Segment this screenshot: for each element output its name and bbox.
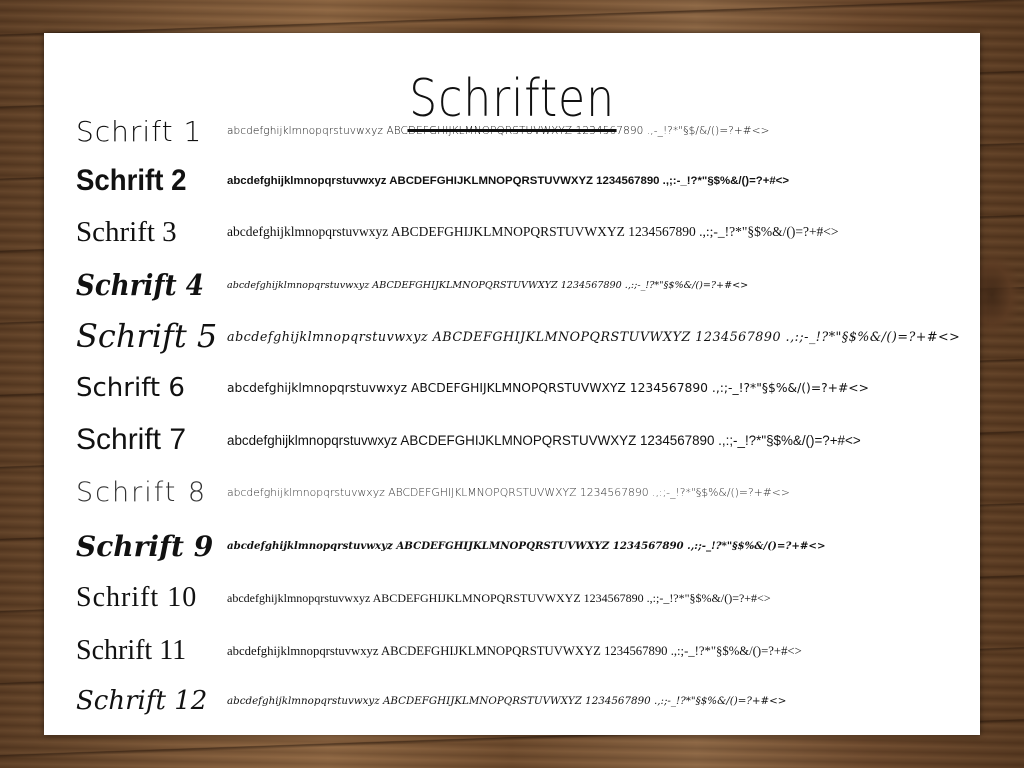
font-label-4: Schrift 4 [76, 268, 204, 302]
title-text: Schriften [407, 73, 616, 132]
font-row-8 [44, 466, 980, 518]
font-sample-5: abcdefghijklmnopqrstuvwxyz ABCDEFGHIJKLMNOPQRSTUVWXYZ 1234567890 .,:;-_!?*"§$%&/()=?+#<> [227, 328, 961, 344]
font-row-3 [44, 206, 980, 258]
font-sample-10: abcdefghijklmnopqrstuvwxyz ABCDEFGHIJKLMNOPQRSTUVWXYZ 1234567890 .,:;-_!?*"§$%&/()=?+#<> [227, 590, 771, 605]
font-row-9 [44, 520, 980, 572]
font-row-1 [44, 105, 980, 157]
font-sample-11: abcdefghijklmnopqrstuvwxyz ABCDEFGHIJKLMNOPQRSTUVWXYZ 1234567890 .,:;-_!?*"§$%&/()=?+#<> [227, 643, 802, 658]
font-row-4 [44, 259, 980, 311]
font-sample-8: abcdefghijklmnopqrstuvwxyz ABCDEFGHIJKLMNOPQRSTUVWXYZ 1234567890 .,:;-_!?*"§$%&/()=?+#<> [227, 485, 790, 499]
font-sample-2: abcdefghijklmnopqrstuvwxyz ABCDEFGHIJKLMNOPQRSTUVWXYZ 1234567890 .,;:-_!?*"§$%&/()=?+#<> [227, 175, 789, 187]
font-label-3: Schrift 3 [76, 215, 177, 248]
font-row-11 [44, 625, 980, 677]
font-sample-1: abcdefghijklmnopqrstuvwxyz ABCDEFGHIJKLMNOPQRSTUVWXYZ 1234567890 .,-_!?*"§$/&/()=?+#<> [227, 125, 770, 137]
font-label-5: Schrift 5 [76, 317, 218, 355]
font-row-5 [44, 310, 980, 362]
font-label-12: Schrift 12 [76, 686, 208, 716]
font-sample-6: abcdefghijklmnopqrstuvwxyz ABCDEFGHIJKLMNOPQRSTUVWXYZ 1234567890 .,:;-_!?*"§$%&/()=?+#<> [227, 381, 869, 395]
font-label-11: Schrift 11 [76, 635, 187, 666]
font-sample-9: abcdefghijklmnopqrstuvwxyz ABCDEFGHIJKLMNOPQRSTUVWXYZ 1234567890 .,:;-_!?*"§$%&/()=?+#<> [227, 540, 826, 552]
font-label-8: Schrift 8 [76, 476, 208, 508]
font-row-2 [44, 155, 980, 207]
font-row-6 [44, 362, 980, 414]
font-label-6: Schrift 6 [76, 373, 185, 403]
font-label-1: Schrift 1 [76, 114, 203, 148]
font-row-12 [44, 675, 980, 727]
font-row-10 [44, 572, 980, 624]
font-sample-4: abcdefghijklmnopqrstuvwxyz ABCDEFGHIJKLMNOPQRSTUVWXYZ 1234567890 .,:;-_!?*"§$%&/()=?+#<> [227, 279, 749, 291]
font-label-2: Schrift 2 [76, 164, 187, 197]
font-sheet [44, 33, 980, 735]
font-sample-12: abcdefghijklmnopqrstuvwxyz ABCDEFGHIJKLMNOPQRSTUVWXYZ 1234567890 .,:;-_!?*"§$%&/()=?+#<> [227, 695, 787, 707]
font-label-10: Schrift 10 [76, 582, 198, 613]
font-label-9: Schrift 9 [76, 529, 214, 563]
font-sample-7: abcdefghijklmnopqrstuvwxyz ABCDEFGHIJKLMNOPQRSTUVWXYZ 1234567890 .,:;-_!?*"§$%&/()=?+#<> [227, 432, 861, 448]
font-row-7 [44, 414, 980, 466]
font-sample-3: abcdefghijklmnopqrstuvwxyz ABCDEFGHIJKLMNOPQRSTUVWXYZ 1234567890 .,:;-_!?*"§$%&/()=?+#<> [227, 224, 839, 239]
font-label-7: Schrift 7 [76, 423, 187, 456]
